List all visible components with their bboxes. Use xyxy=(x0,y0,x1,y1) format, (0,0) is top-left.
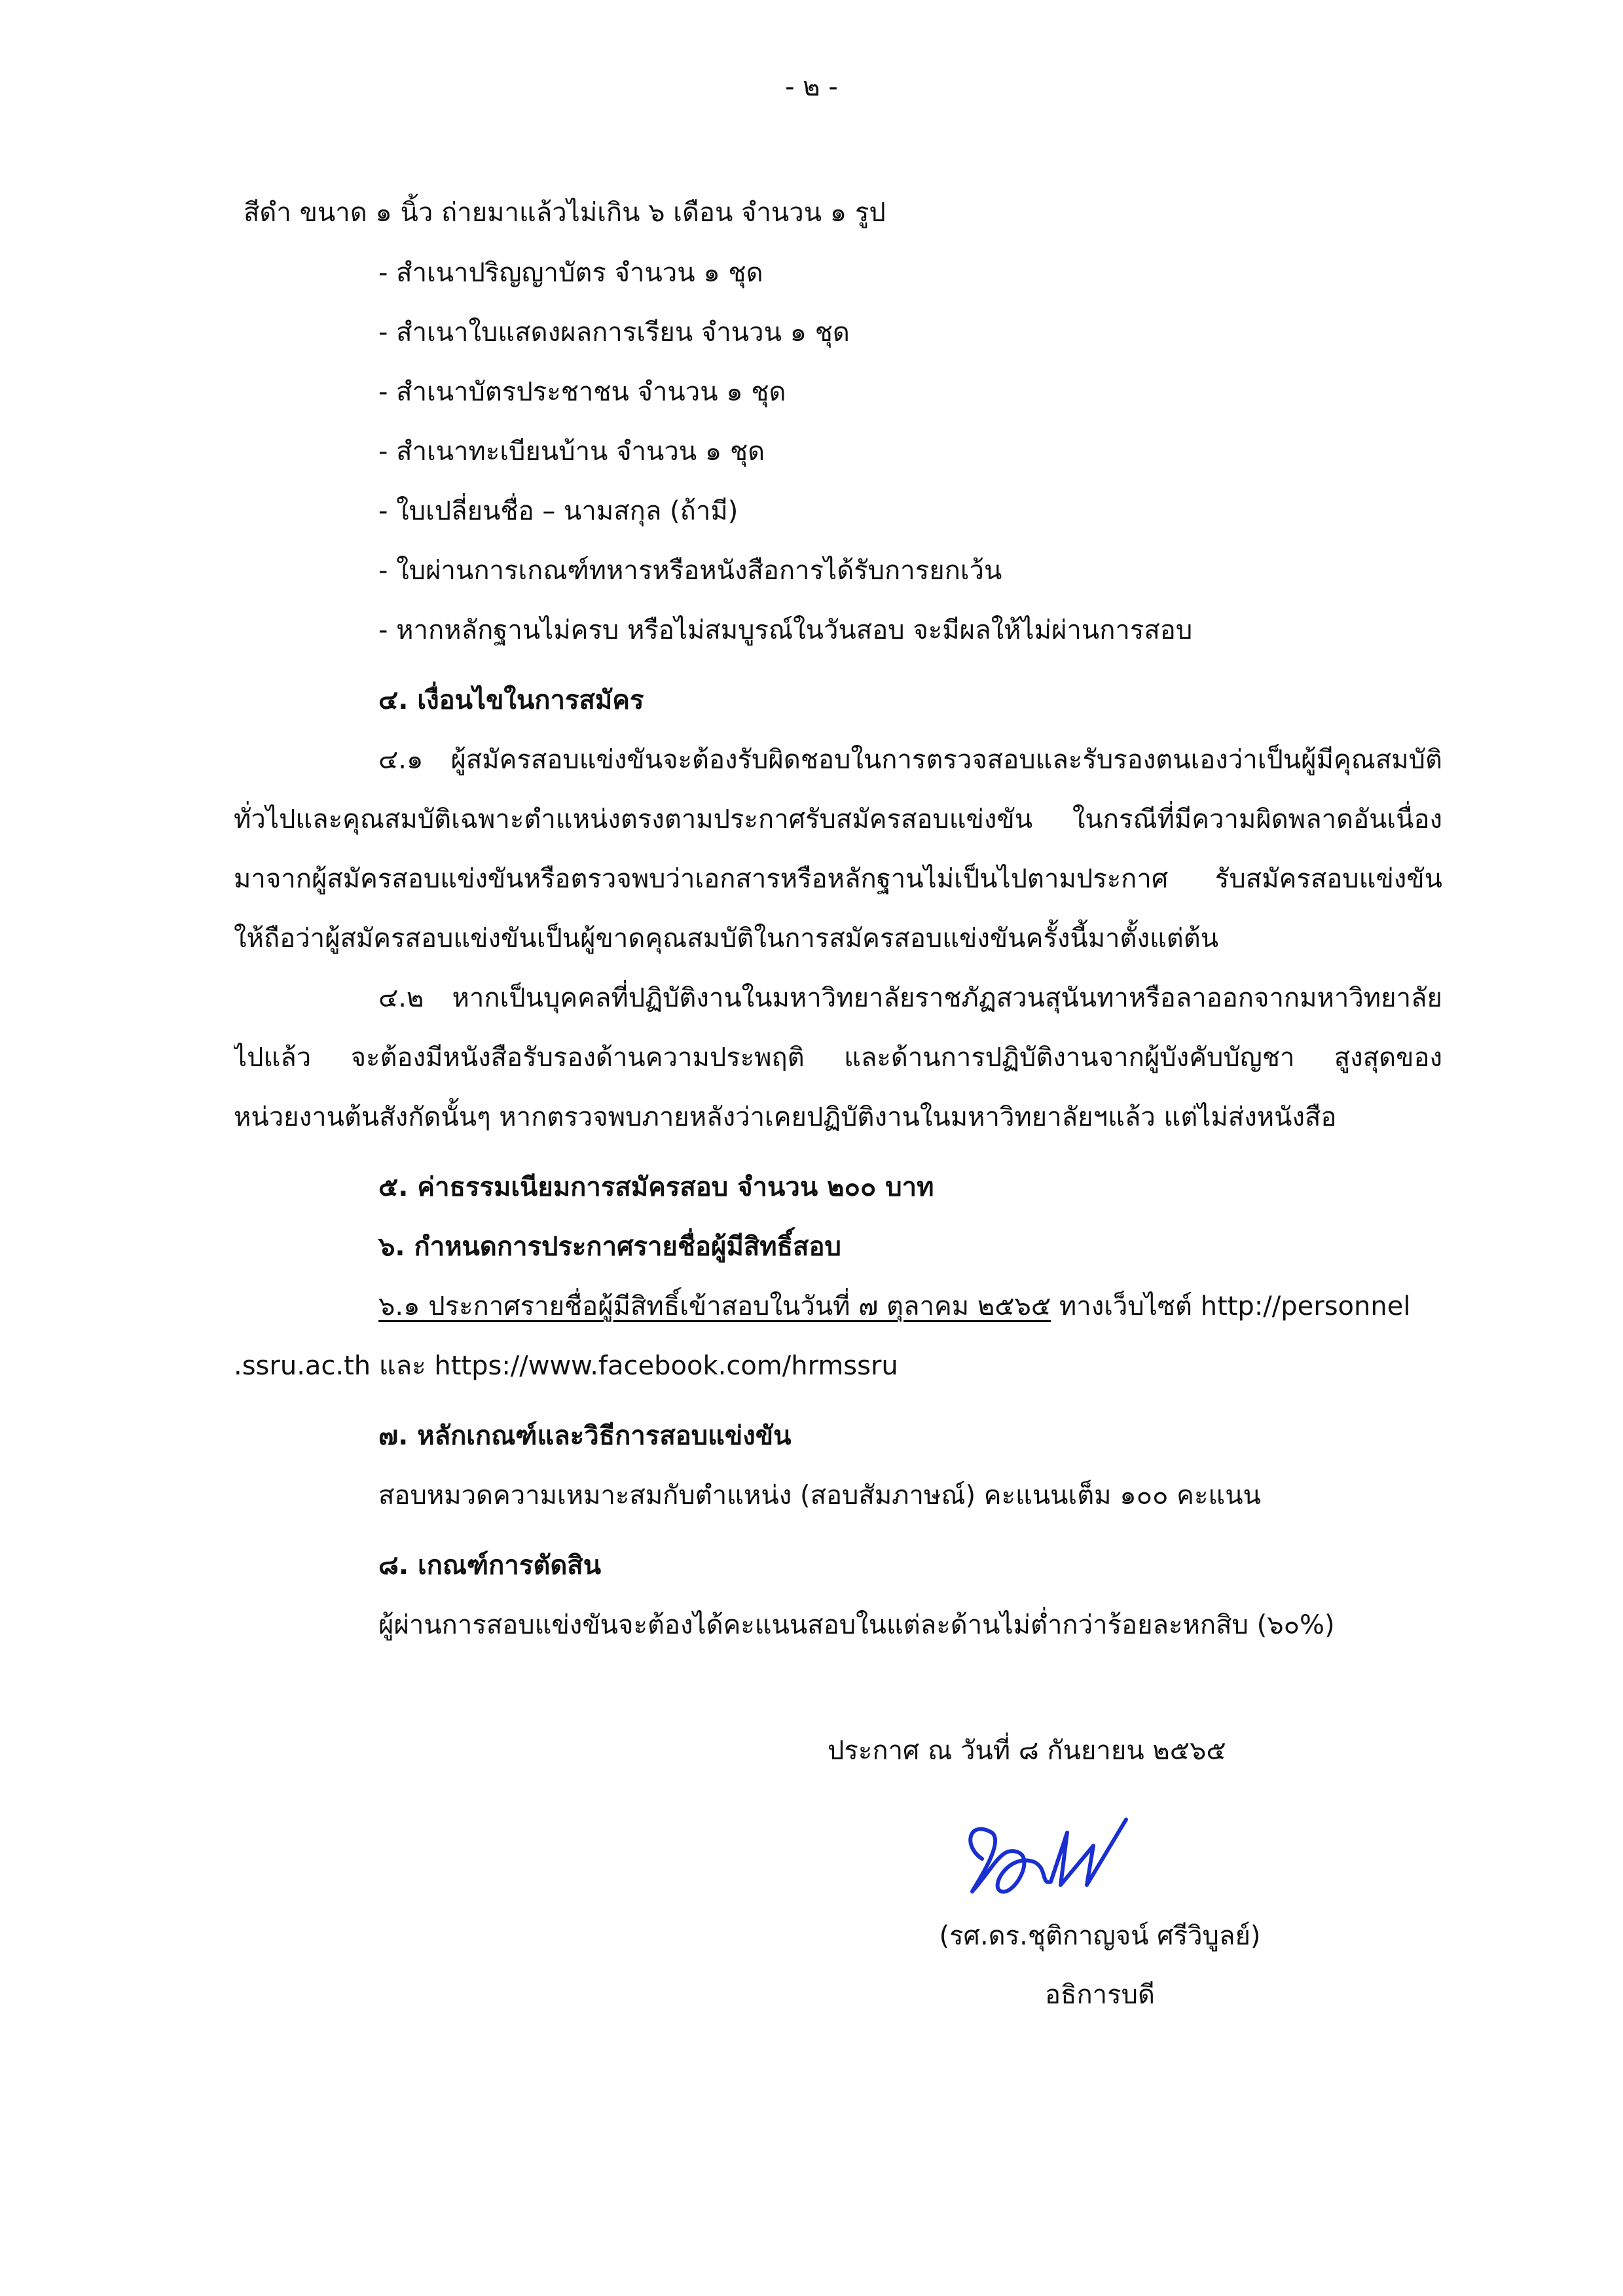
list-item: - หากหลักฐานไม่ครบ หรือไม่สมบูรณ์ในวันสอบ จะมีผลให้ไม่ผ่านการสอบ xyxy=(378,615,1193,645)
signatory-title: อธิการบดี xyxy=(1045,1980,1155,2010)
list-item: - สำเนาทะเบียนบ้าน จำนวน ๑ ชุด xyxy=(378,437,765,467)
list-item: - สำเนาปริญญาบัตร จำนวน ๑ ชุด xyxy=(378,258,763,288)
section-4-1-line: มาจากผู้สมัครสอบแข่งขันหรือตรวจพบว่าเอกสารหรือหลักฐานไม่เป็นไปตามประกาศ รับสมัครสอบแข่งขัน xyxy=(234,864,1442,894)
section-4-1-line: ๔.๑ ผู้สมัครสอบแข่งขันจะต้องรับผิดชอบในการตรวจสอบและรับรองตนเองว่าเป็นผู้มีคุณสมบัติ xyxy=(378,745,1442,775)
section-6-1-line-2: .ssru.ac.th และ https://www.facebook.com/hrmssru xyxy=(234,1351,898,1381)
list-item: - ใบเปลี่ยนชื่อ – นามสกุล (ถ้ามี) xyxy=(378,496,739,526)
section-6-heading: ๖. กำหนดการประกาศรายชื่อผู้มีสิทธิ์สอบ xyxy=(378,1232,841,1262)
signatory-name: (รศ.ดร.ชุติกาญจน์ ศรีวิบูลย์) xyxy=(939,1921,1261,1951)
section-8-heading: ๘. เกณฑ์การตัดสิน xyxy=(378,1551,602,1581)
section-6-1-line xyxy=(378,1288,1410,1325)
section-4-1-line: ทั่วไปและคุณสมบัติเฉพาะตำแหน่งตรงตามประกาศรับสมัครสอบแข่งขัน ในกรณีที่มีความผิดพลาดอันเนื่อง xyxy=(234,804,1442,834)
list-item: - สำเนาบัตรประชาชน จำนวน ๑ ชุด xyxy=(378,377,786,407)
signature-image xyxy=(956,1806,1152,1911)
page-number: - ๒ - xyxy=(785,72,838,102)
section-4-2-line: ๔.๒ หากเป็นบุคคลที่ปฏิบัติงานในมหาวิทยาลัยราชภัฏสวนสุนันทาหรือลาออกจากมหาวิทยาลัย xyxy=(378,983,1442,1013)
section-4-2-line: ไปแล้ว จะต้องมีหนังสือรับรองด้านความประพฤติ และด้านการปฏิบัติงานจากผู้บังคับบัญชา สูงสุดของ xyxy=(234,1043,1442,1073)
section-4-2-line: หน่วยงานต้นสังกัดนั้นๆ หากตรวจพบภายหลังว่าเคยปฏิบัติงานในมหาวิทยาลัยฯแล้ว แต่ไม่ส่งหนังสือ xyxy=(234,1102,1337,1132)
announcement-date-underlined: ๖.๑ ประกาศรายชื่อผู้มีสิทธิ์เข้าสอบในวันที่ ๗ ตุลาคม ๒๕๖๕ xyxy=(378,1291,1051,1321)
website-text: ทางเว็บไซต์ http://personnel xyxy=(1051,1291,1411,1321)
list-item: - ใบผ่านการเกณฑ์ทหารหรือหนังสือการได้รับการยกเว้น xyxy=(378,556,1002,586)
list-item: - สำเนาใบแสดงผลการเรียน จำนวน ๑ ชุด xyxy=(378,317,850,348)
section-8-body: ผู้ผ่านการสอบแข่งขันจะต้องได้คะแนนสอบในแต่ละด้านไม่ต่ำกว่าร้อยละหกสิบ (๖๐%) xyxy=(378,1610,1335,1640)
announcement-date: ประกาศ ณ วันที่ ๘ กันยายน ๒๕๖๕ xyxy=(828,1736,1226,1766)
section-7-body: สอบหมวดความเหมาะสมกับตำแหน่ง (สอบสัมภาษณ์) คะแนนเต็ม ๑๐๐ คะแนน xyxy=(378,1480,1261,1511)
section-7-heading: ๗. หลักเกณฑ์และวิธีการสอบแข่งขัน xyxy=(378,1421,792,1451)
section-5-heading: ๕. ค่าธรรมเนียมการสมัครสอบ จำนวน ๒๐๐ บาท xyxy=(378,1172,934,1202)
section-4-heading: ๔. เงื่อนไขในการสมัคร xyxy=(378,685,644,715)
intro-line: สีดำ ขนาด ๑ นิ้ว ถ่ายมาแล้วไม่เกิน ๖ เดือน จำนวน ๑ รูป xyxy=(244,198,886,228)
section-4-1-line: ให้ถือว่าผู้สมัครสอบแข่งขันเป็นผู้ขาดคุณสมบัติในการสมัครสอบแข่งขันครั้งนี้มาตั้งแต่ต้น xyxy=(234,924,1219,954)
